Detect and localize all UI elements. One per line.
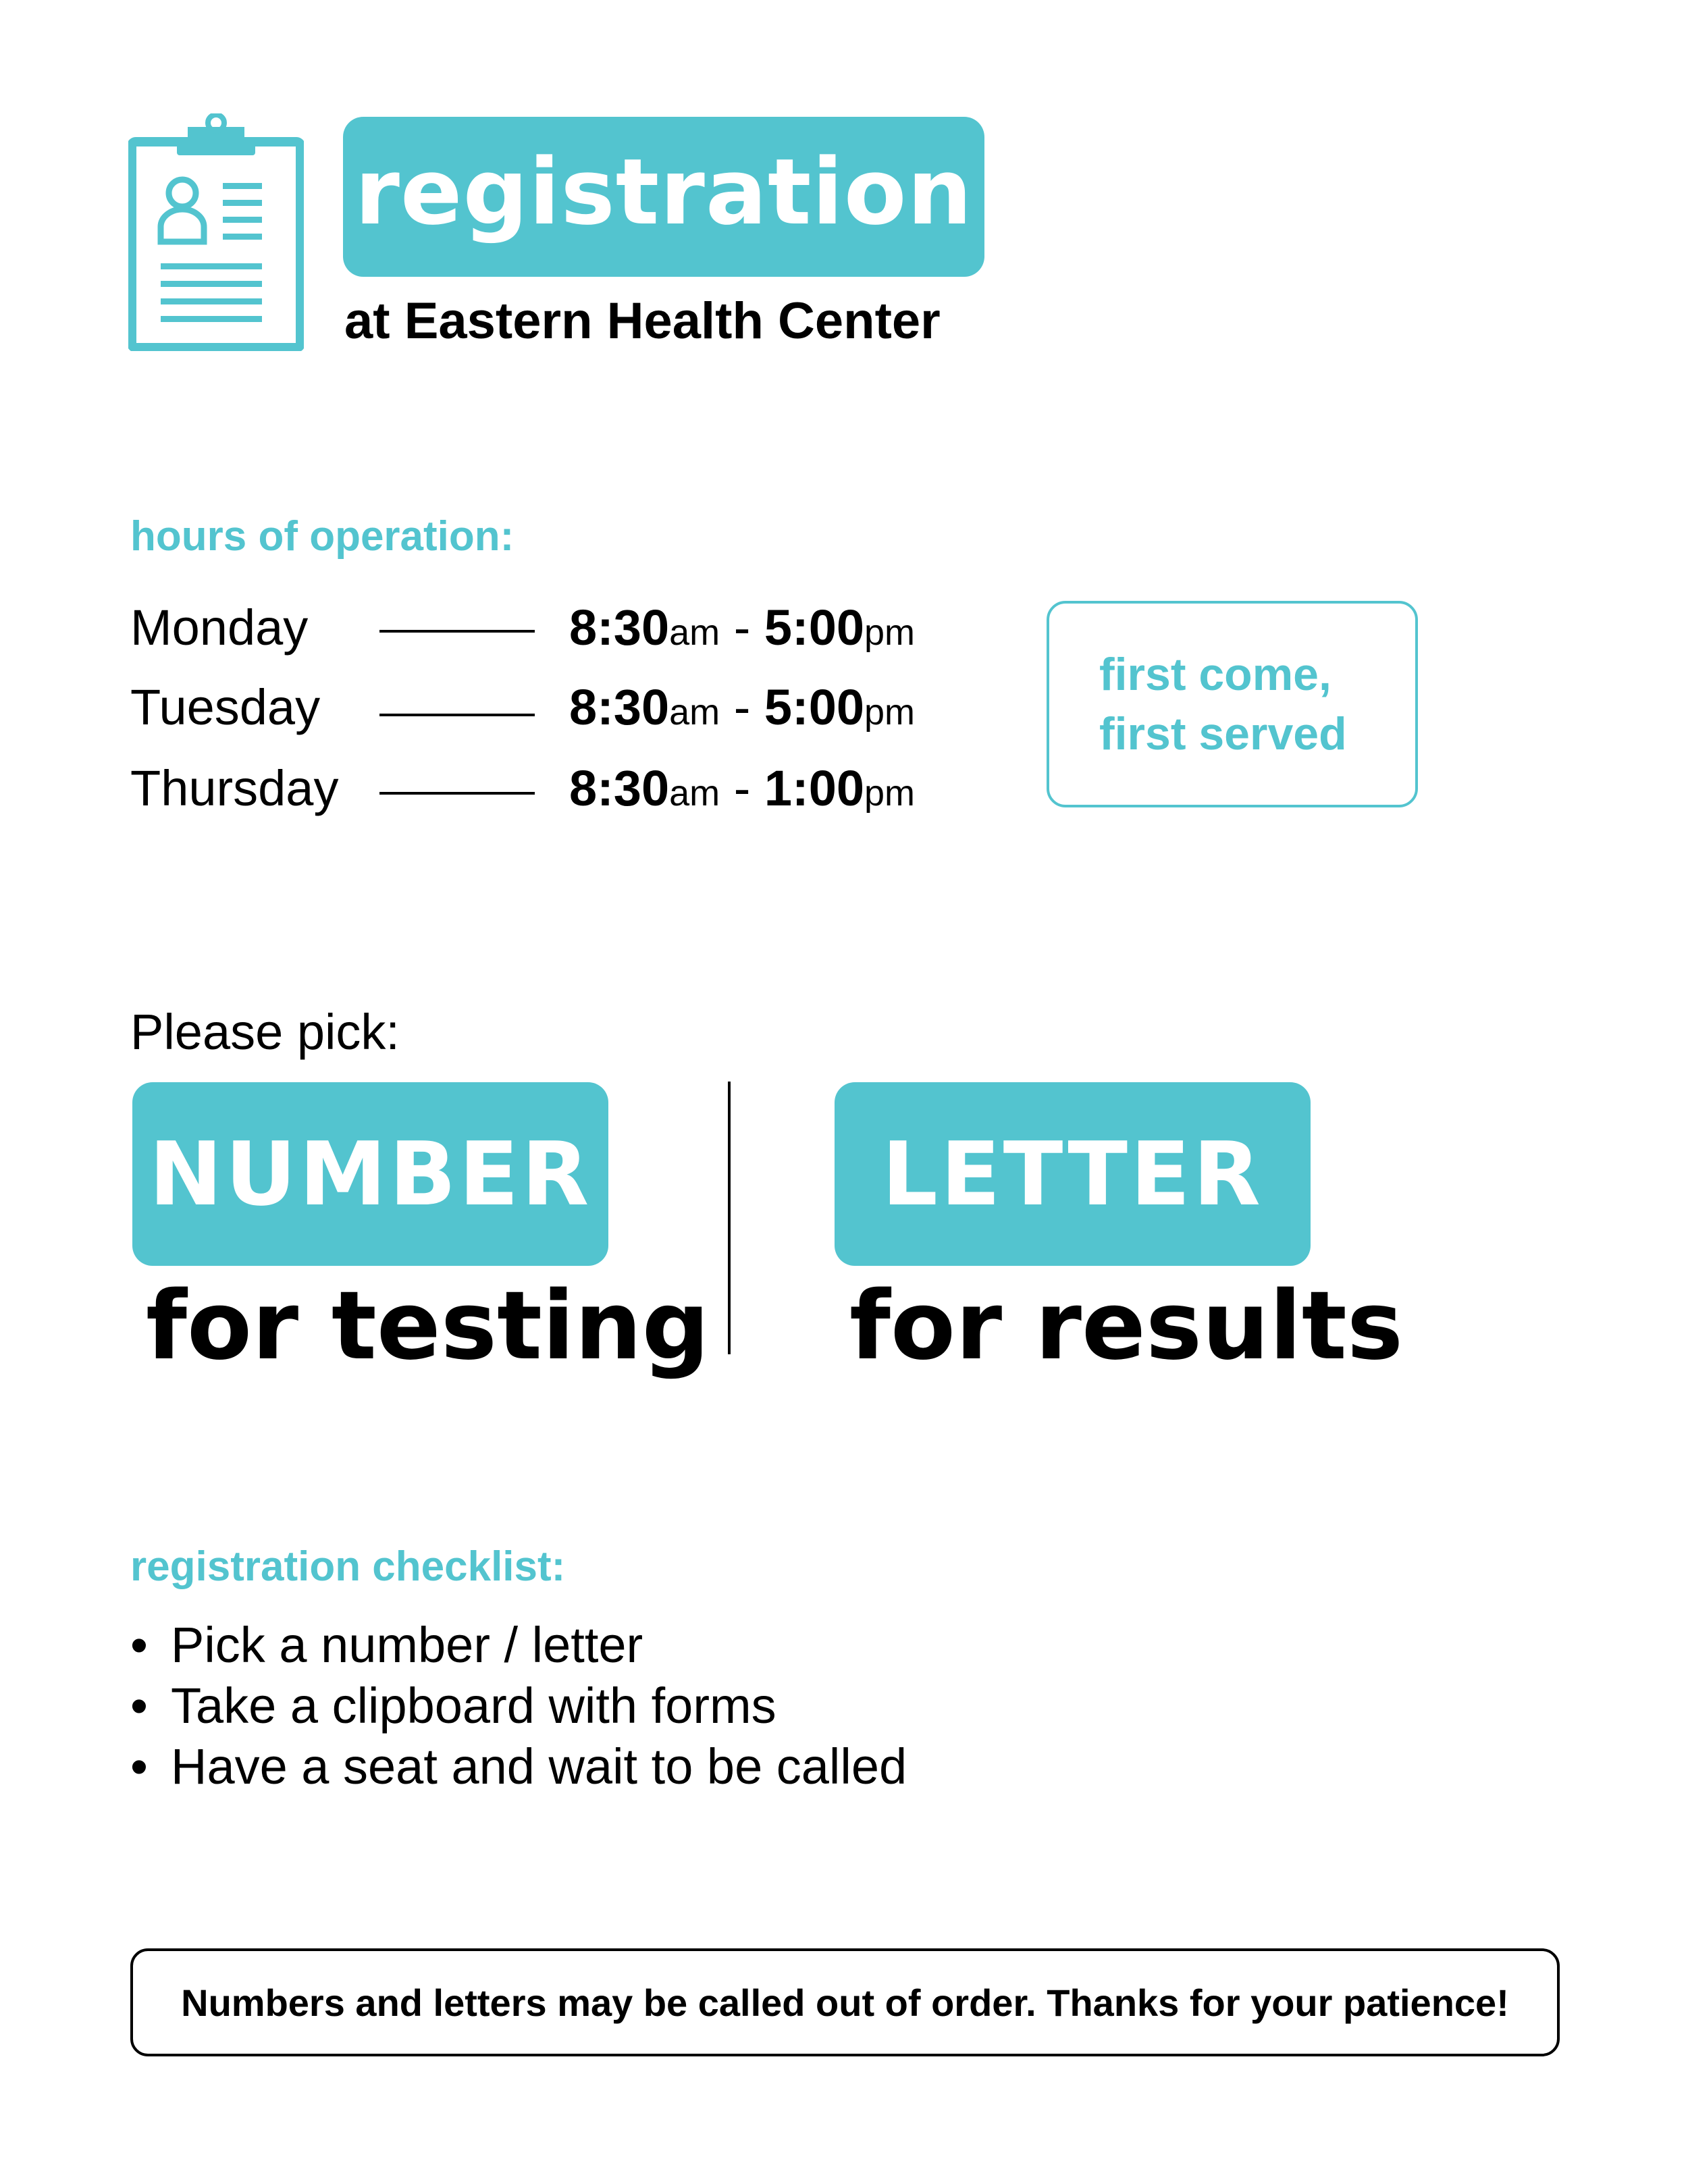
- checklist: [130, 1615, 907, 1797]
- hours-dash: [379, 630, 535, 633]
- hours-time: 8:30am - 5:00pm: [569, 679, 916, 735]
- hours-dash: [379, 792, 535, 795]
- list-item: • Pick a number / letter: [130, 1615, 907, 1676]
- letter-purpose: for results: [849, 1271, 1404, 1381]
- note-line: first come,: [1099, 649, 1331, 700]
- number-badge: [132, 1082, 608, 1266]
- letter-badge: [835, 1082, 1311, 1266]
- hours-time: 8:30am - 1:00pm: [569, 760, 916, 816]
- hours-day: Tuesday: [130, 679, 321, 735]
- badge-label: LETTER: [882, 1123, 1263, 1225]
- pick-label: Please pick:: [130, 1004, 400, 1060]
- divider: [728, 1082, 731, 1354]
- clipboard-icon: [128, 113, 304, 351]
- note-line: first served: [1099, 708, 1347, 760]
- hours-day: Monday: [130, 600, 309, 656]
- page-subtitle: at Eastern Health Center: [344, 292, 941, 350]
- checklist-heading: registration checklist:: [130, 1543, 566, 1590]
- notice-text: Numbers and letters may be called out of order. Thanks for your patience!: [181, 1981, 1509, 2024]
- hours-day: Thursday: [130, 760, 339, 816]
- page-title: registration: [354, 139, 973, 245]
- notice-box: [130, 1948, 1560, 2056]
- list-item: • Have a seat and wait to be called: [130, 1736, 907, 1797]
- hours-heading: hours of operation:: [130, 513, 515, 560]
- hours-dash: [379, 714, 535, 716]
- first-come-note: [1047, 601, 1418, 807]
- list-item: • Take a clipboard with forms: [130, 1676, 907, 1736]
- title-badge: [343, 117, 984, 277]
- hours-time: 8:30am - 5:00pm: [569, 600, 916, 656]
- number-purpose: for testing: [146, 1271, 710, 1381]
- badge-label: NUMBER: [149, 1123, 592, 1225]
